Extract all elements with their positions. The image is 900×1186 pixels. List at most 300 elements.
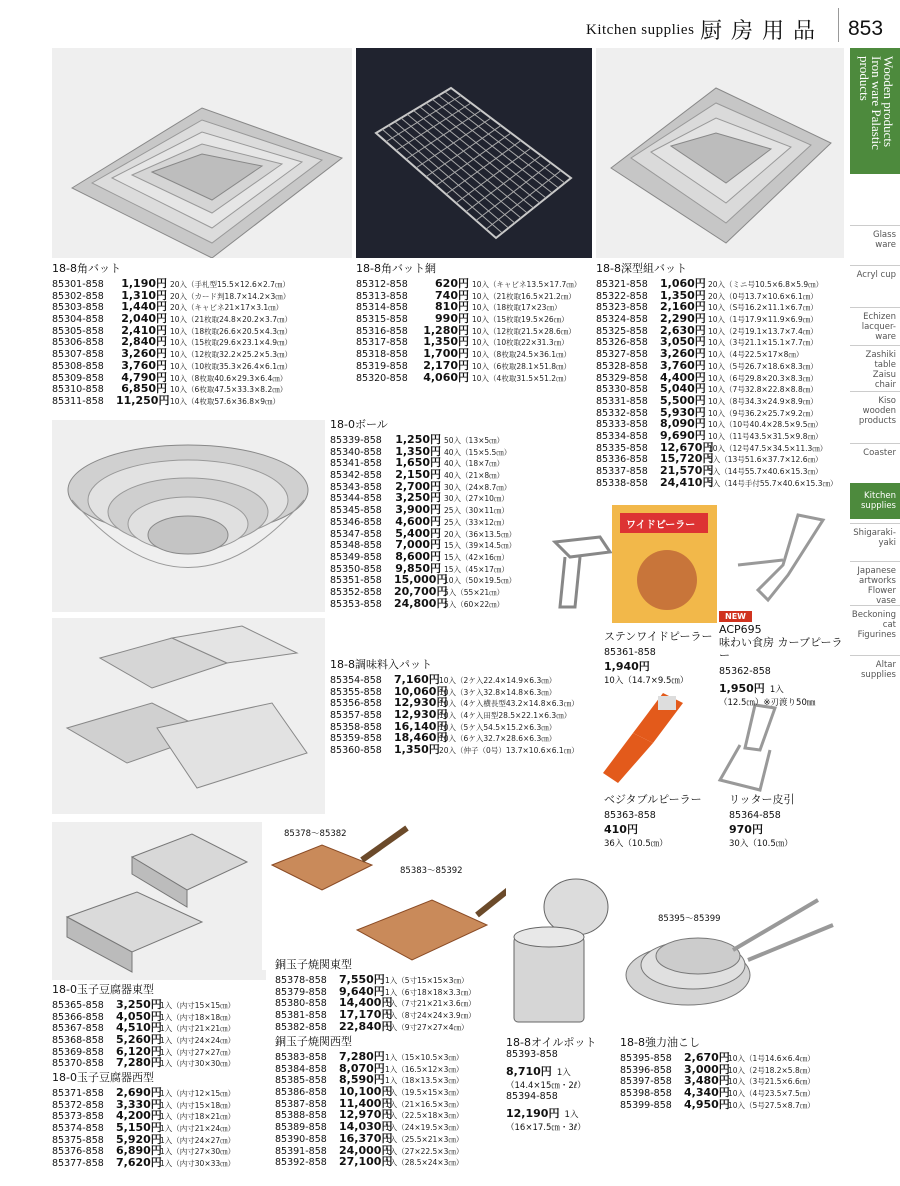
product-price: 3,250円 — [116, 998, 162, 1011]
product-note: 20入（ミニ号10.5×6.8×5.9㎝） — [708, 280, 824, 289]
product-price: 4,790円 — [121, 370, 167, 384]
product-note: 10入（6号29.8×20.3×8.3㎝） — [708, 373, 818, 383]
product-code: 85389-858 — [275, 1122, 327, 1134]
peeler-litter-info — [729, 793, 844, 849]
product-price: 10,100円 — [339, 1085, 393, 1099]
peeler-litter-code: 85364-858 — [729, 810, 781, 821]
product-note: 10入（2号18.2×5.8㎝） — [728, 1065, 815, 1075]
product-code: 85352-858 — [330, 586, 382, 598]
oilpot-title: 18-8オイルポット — [506, 1036, 597, 1049]
peeler-litter-note: 30入（10.5㎝） — [729, 839, 793, 849]
product-price: 9,690円 — [660, 428, 706, 442]
product-note: 1入（内寸21×24㎝） — [160, 1124, 236, 1134]
product-code: 85311-858 — [52, 395, 104, 407]
product-price: 7,280円 — [339, 1050, 385, 1063]
oilpot-price-1: 8,710円 — [506, 1065, 552, 1078]
product-note: 10入（21枚取16.5×21.2㎝） — [472, 291, 576, 301]
peeler-curve-info — [719, 604, 849, 708]
product-code: 85327-858 — [596, 349, 648, 361]
product-note: 25入（33×12㎝） — [444, 517, 509, 527]
product-note: 1入（5寸15×15×3㎝） — [385, 976, 469, 985]
product-code: 85326-858 — [596, 337, 648, 349]
product-code: 85331-858 — [596, 395, 648, 407]
oilpot-code-2: 85394-858 — [506, 1091, 558, 1102]
product-note: 10入（4枚取31.5×51.2㎝） — [472, 373, 571, 383]
product-code: 85350-858 — [330, 563, 382, 575]
oilpot-note-2: （16×17.5㎝・3ℓ） — [506, 1123, 586, 1133]
product-price: 12,930円 — [394, 696, 448, 710]
product-code: 85324-858 — [596, 314, 648, 326]
oilpot-note-1: （14.4×15㎝・2ℓ） — [506, 1081, 586, 1091]
product-price: 11,250円 — [116, 393, 170, 407]
product-code: 85379-858 — [275, 986, 327, 998]
peeler-curve-qty: 1入 — [769, 685, 784, 695]
product-price: 17,170円 — [339, 1008, 393, 1022]
range-label-tamago-higashi: 85378～85382 — [284, 829, 347, 839]
product-price: 4,060円 — [423, 370, 469, 384]
product-price: 990円 — [435, 312, 469, 326]
product-price: 2,690円 — [116, 1086, 162, 1099]
product-price: 5,930円 — [660, 405, 706, 419]
product-note: 1入（内寸27×30㎝） — [160, 1147, 236, 1157]
product-price: 27,100円 — [339, 1155, 393, 1169]
product-note: 40入（18×7㎝） — [444, 459, 505, 469]
photo-kosi — [618, 880, 844, 1030]
product-price: 4,400円 — [660, 370, 706, 384]
product-code: 85345-858 — [330, 505, 382, 517]
product-code: 85309-858 — [52, 372, 104, 384]
peeler-curve-note: （12.5㎝）※刃渡り50㎜ — [719, 698, 816, 708]
product-note: 1入（内寸18×21㎝） — [160, 1112, 236, 1122]
product-note: 20入（カード判18.7×14.2×3㎝） — [170, 291, 291, 301]
product-price: 5,500円 — [660, 393, 706, 407]
product-price: 4,340円 — [684, 1086, 730, 1100]
block-title: 18-0ボール — [330, 418, 388, 431]
product-note: 10入（4ケ入横長型43.2×14.8×6.3㎝） — [439, 699, 579, 709]
product-price: 24,800円 — [394, 596, 448, 610]
sidebar-item: Kiso wooden products — [850, 391, 900, 435]
product-code: 85371-858 — [52, 1088, 104, 1099]
product-price: 8,090円 — [660, 417, 706, 431]
product-code: 85347-858 — [330, 528, 382, 540]
product-price: 2,670円 — [684, 1051, 730, 1064]
product-price: 4,600円 — [395, 514, 441, 528]
product-price: 2,160円 — [660, 300, 706, 314]
product-price: 7,550円 — [339, 973, 385, 986]
product-note: 10入（1号14.6×6.4㎝） — [728, 1054, 815, 1063]
product-price: 4,200円 — [116, 1109, 162, 1123]
product-code: 85354-858 — [330, 675, 382, 686]
product-note: 10入（2号19.1×13.7×7.4㎝） — [708, 326, 818, 336]
product-price: 1,280円 — [423, 323, 469, 337]
product-price: 1,350円 — [423, 335, 469, 349]
product-price: 1,190円 — [121, 277, 167, 290]
product-note: 10入（4号22.5×17×8㎝） — [708, 350, 804, 360]
product-code: 85305-858 — [52, 325, 104, 337]
peeler-vege-price: 410円 — [604, 823, 638, 836]
product-note: 15入（42×16㎝） — [444, 552, 509, 562]
product-note: 10入（5号26.7×18.6×8.3㎝） — [708, 361, 818, 371]
product-note: 50入（13×5㎝） — [444, 436, 505, 445]
product-price: 3,330円 — [116, 1097, 162, 1111]
product-code: 85392-858 — [275, 1157, 327, 1169]
product-note: 1入（内寸24×24㎝） — [160, 1036, 236, 1046]
product-note: 10入（5ケ入54.5×15.2×6.3㎝） — [439, 722, 557, 732]
product-row — [52, 996, 262, 1011]
product-note: 1入（21×16.5×3㎝） — [385, 1099, 464, 1109]
product-note: 20入（仲子（0号）13.7×10.6×6.1㎝） — [439, 746, 579, 756]
product-code: 85386-858 — [275, 1087, 327, 1099]
product-note: 20入（0号13.7×10.6×6.1㎝） — [708, 291, 818, 301]
product-code: 85321-858 — [596, 279, 648, 290]
peeler-curve-price: 1,950円 — [719, 682, 765, 695]
peeler-vege-name: ベジタブルピーラー — [604, 793, 702, 806]
block-ami — [356, 262, 596, 384]
sidebar-item: Coaster — [850, 443, 900, 477]
product-price: 15,720円 — [660, 452, 714, 466]
product-note: 10入（21枚取24.8×20.2×3.7㎝） — [170, 315, 292, 325]
product-code: 85387-858 — [275, 1098, 327, 1110]
product-row — [356, 275, 596, 290]
product-code: 85358-858 — [330, 721, 382, 733]
product-code: 85336-858 — [596, 454, 648, 466]
product-note: 10入（8号34.3×24.9×8.9㎝） — [708, 396, 818, 406]
product-price: 12,970円 — [339, 1108, 393, 1122]
product-price: 14,030円 — [339, 1120, 393, 1134]
peeler-curve-code: 85362-858 — [719, 666, 771, 677]
photo-bowl — [52, 420, 325, 612]
product-code: 85366-858 — [52, 1011, 104, 1023]
product-row — [52, 1084, 262, 1099]
product-code: 85329-858 — [596, 372, 648, 384]
peeler-curve-name: 味わい食房 カーブピーラー — [719, 636, 843, 662]
product-code: 85342-858 — [330, 470, 382, 482]
product-code: 85381-858 — [275, 1010, 327, 1022]
product-code: 85340-858 — [330, 446, 382, 458]
sidebar-item: Japanese artworks Flower vase — [850, 561, 900, 603]
product-note: 1入（24×19.5×3㎝） — [385, 1123, 464, 1133]
product-price: 2,410円 — [121, 323, 167, 337]
product-code: 85325-858 — [596, 325, 648, 337]
product-price: 6,890円 — [116, 1144, 162, 1158]
product-note: 5入（13号51.6×37.7×12.6㎝） — [708, 455, 823, 465]
product-code: 85304-858 — [52, 314, 104, 326]
product-code: 85348-858 — [330, 540, 382, 552]
product-price: 3,260円 — [660, 347, 706, 361]
product-code: 85373-858 — [52, 1111, 104, 1123]
oilpot-price-2: 12,190円 — [506, 1107, 560, 1120]
product-code: 85360-858 — [330, 745, 382, 757]
product-code: 85337-858 — [596, 466, 648, 477]
product-price: 7,160円 — [394, 673, 440, 686]
peeler-litter-price: 970円 — [729, 823, 763, 836]
peeler-wide-name: ステンワイドピーラー — [604, 630, 713, 643]
product-note: 10入（12枚取32.2×25.2×5.3㎝） — [170, 350, 292, 360]
block-kakubat — [52, 262, 352, 407]
header-divider — [838, 8, 839, 42]
product-code: 85319-858 — [356, 360, 408, 372]
product-code: 85302-858 — [52, 290, 104, 302]
product-price: 3,000円 — [684, 1062, 730, 1076]
product-note: 1入（内寸12×15㎝） — [160, 1089, 236, 1098]
product-code: 85372-858 — [52, 1099, 104, 1111]
product-note: 10入（8枚取40.6×29.3×6.4㎝） — [170, 373, 288, 383]
product-note: 10入（2ケ入22.4×14.9×6.3㎝） — [439, 676, 557, 685]
product-code: 85310-858 — [52, 384, 104, 396]
product-code: 85323-858 — [596, 302, 648, 314]
product-note: 10入（6枚取28.1×51.8㎝） — [472, 361, 571, 371]
product-note: 1入（内寸15×18㎝） — [160, 1100, 236, 1110]
product-row — [330, 431, 560, 446]
block-title: 18-8角バット網 — [356, 262, 436, 275]
product-code: 85330-858 — [596, 384, 648, 396]
product-price: 1,350円 — [395, 444, 441, 458]
product-note: 1入（16.5×12×3㎝） — [385, 1064, 464, 1074]
product-code: 85303-858 — [52, 302, 104, 314]
block-tamago-higashi — [275, 958, 505, 1033]
product-price: 16,140円 — [394, 719, 448, 733]
product-code: 85339-858 — [330, 435, 382, 446]
photo-tofu — [52, 822, 266, 980]
product-note: 10入（キャビネ13.5×17.7㎝） — [472, 280, 582, 289]
product-code: 85382-858 — [275, 1021, 327, 1033]
product-code: 85398-858 — [620, 1088, 672, 1100]
product-note: 10入（4ケ入田型28.5×22.1×6.3㎝） — [439, 711, 572, 721]
sidebar-item: Beckoning cat Figurines — [850, 605, 900, 649]
product-note: 1入（8寸24×24×3.9㎝） — [385, 1011, 476, 1021]
product-code: 85316-858 — [356, 325, 408, 337]
product-code: 85391-858 — [275, 1145, 327, 1157]
block-title: 銅玉子焼関西型 — [275, 1035, 352, 1048]
product-note: 15入（45×17㎝） — [444, 564, 509, 574]
oilpot-qty-2: 1入 — [564, 1110, 579, 1120]
product-note: 10入（12号47.5×34.5×11.3㎝） — [708, 443, 828, 453]
range-label-kosi: 85395～85399 — [658, 914, 721, 924]
sidebar-item: Kitchen supplies — [850, 483, 900, 519]
sidebar-item: Echizen lacquer-ware — [850, 307, 900, 345]
product-note: 30入（24×8.7㎝） — [444, 482, 512, 492]
product-price: 12,930円 — [394, 708, 448, 722]
product-note: 10入（1号17.9×11.9×6.9㎝） — [708, 315, 818, 325]
product-row — [275, 1048, 505, 1063]
product-note: 10入（12枚取21.5×28.6㎝） — [472, 326, 576, 336]
product-price: 10,060円 — [394, 684, 448, 698]
peeler-curve-acp: ACP695 — [719, 623, 762, 636]
product-code: 85315-858 — [356, 314, 408, 326]
photo-peeler-vege — [598, 688, 690, 788]
product-row — [52, 275, 352, 290]
product-code: 85376-858 — [52, 1146, 104, 1158]
product-price: 5,150円 — [116, 1121, 162, 1135]
product-price: 2,840円 — [121, 335, 167, 349]
product-note: 10入（18枚取17×23㎝） — [472, 303, 562, 313]
block-tamago-nishi — [275, 1035, 505, 1169]
product-price: 14,400円 — [339, 996, 393, 1010]
photo-oilpot — [506, 872, 614, 1030]
product-note: 20入（キャビネ21×17×3.1㎝） — [170, 303, 284, 313]
product-code: 85320-858 — [356, 372, 408, 384]
product-price: 7,280円 — [116, 1056, 162, 1070]
product-code: 85384-858 — [275, 1063, 327, 1075]
peeler-wide-note: 10入（14.7×9.5㎝） — [604, 676, 689, 686]
product-price: 4,510円 — [116, 1021, 162, 1035]
product-price: 2,040円 — [121, 312, 167, 326]
product-price: 6,120円 — [116, 1044, 162, 1058]
product-note: 5入（60×22㎝） — [444, 599, 505, 609]
peeler-wide-price: 1,940円 — [604, 660, 650, 673]
oilpot-qty-1: 1入 — [556, 1068, 571, 1078]
block-title: 18-8角バット — [52, 262, 121, 275]
product-note: 1入（27×22.5×3㎝） — [385, 1146, 464, 1156]
product-code: 85341-858 — [330, 458, 382, 470]
product-note: 1入（19.5×15×3㎝） — [385, 1088, 464, 1098]
product-price: 6,850円 — [121, 382, 167, 396]
block-title: 18-0玉子豆腐器西型 — [52, 1071, 154, 1084]
product-price: 7,620円 — [116, 1156, 162, 1170]
product-price: 4,950円 — [684, 1097, 730, 1111]
sidebar-item: Zashiki table Zaisu chair — [850, 345, 900, 389]
product-note: 10入（6ケ入32.7×28.6×6.3㎝） — [439, 734, 557, 744]
product-code: 85380-858 — [275, 998, 327, 1010]
block-title: 銅玉子焼関東型 — [275, 958, 352, 971]
product-code: 85357-858 — [330, 710, 382, 722]
product-code: 85367-858 — [52, 1023, 104, 1035]
product-code: 85355-858 — [330, 686, 382, 698]
product-code: 85399-858 — [620, 1099, 672, 1111]
product-price: 1,350円 — [394, 743, 440, 757]
sidebar-item: Altar supplies — [850, 655, 900, 691]
product-note: 1入（内寸15×15㎝） — [160, 1001, 236, 1010]
product-row — [620, 1049, 845, 1064]
product-note: 30入（27×10㎝） — [444, 494, 509, 504]
product-note: 40入（15×5.5㎝） — [444, 447, 512, 457]
product-price: 740円 — [435, 288, 469, 302]
product-code: 85385-858 — [275, 1075, 327, 1087]
peeler-wide-code: 85361-858 — [604, 647, 656, 658]
product-price: 3,250円 — [395, 491, 441, 505]
product-note: 10入（7号32.8×22.8×8.8㎝） — [708, 385, 818, 395]
peeler-litter-name: リッター皮引 — [729, 793, 795, 806]
block-title: 18-8調味料入パット — [330, 658, 432, 671]
product-note: 10入（18枚取26.6×20.5×4.3㎝） — [170, 326, 292, 336]
product-note: 1入（内寸30×30㎝） — [160, 1059, 236, 1069]
product-note: 5入（55×21㎝） — [444, 587, 505, 597]
category-tab: Wooden products Iron ware Palastic products — [850, 48, 900, 174]
product-note: 10入（10枚取22×31.3㎝） — [472, 338, 569, 348]
block-tofu-higashi — [52, 983, 262, 1070]
product-price: 7,000円 — [395, 538, 441, 552]
product-note: 25入（30×11㎝） — [444, 506, 509, 516]
block-tofu-nishi — [52, 1071, 262, 1170]
peeler-vege-code: 85363-858 — [604, 810, 656, 821]
product-note: 10入（10号40.4×28.5×9.5㎝） — [708, 420, 823, 430]
product-price: 5,400円 — [395, 526, 441, 540]
product-code: 85301-858 — [52, 279, 104, 290]
product-price: 8,070円 — [339, 1061, 385, 1075]
product-note: 1入（15×10.5×3㎝） — [385, 1053, 464, 1062]
product-code: 85374-858 — [52, 1123, 104, 1135]
product-price: 2,170円 — [423, 358, 469, 372]
photo-fukagata — [596, 48, 844, 258]
product-price: 5,260円 — [116, 1033, 162, 1047]
product-note: 10入（9号36.2×25.7×9.2㎝） — [708, 408, 818, 418]
product-code: 85338-858 — [596, 477, 648, 489]
product-price: 1,650円 — [395, 456, 441, 470]
product-code: 85335-858 — [596, 442, 648, 454]
product-note: 10入（10枚取35.3×26.4×6.1㎝） — [170, 361, 292, 371]
product-price: 3,900円 — [395, 503, 441, 517]
product-note: 10入（5号27.5×8.7㎝） — [728, 1100, 815, 1110]
product-price: 5,040円 — [660, 382, 706, 396]
sidebar-item: Acryl cup — [850, 265, 900, 299]
product-note: 10入（S号16.2×11.1×6.7㎝） — [708, 303, 818, 313]
product-code: 85334-858 — [596, 430, 648, 442]
product-note: 1入（22.5×18×3㎝） — [385, 1111, 464, 1121]
product-code: 85306-858 — [52, 337, 104, 349]
block-title: 18-8深型組バット — [596, 262, 687, 275]
block-bowl — [330, 418, 560, 610]
block-title: 18-0玉子豆腐器東型 — [52, 983, 154, 996]
product-price: 3,260円 — [121, 347, 167, 361]
product-row — [330, 671, 600, 686]
product-code: 85307-858 — [52, 349, 104, 361]
product-code: 85365-858 — [52, 1000, 104, 1011]
product-price: 18,460円 — [394, 731, 448, 745]
product-price: 12,670円 — [660, 440, 714, 454]
product-code: 85343-858 — [330, 481, 382, 493]
product-code: 85312-858 — [356, 279, 408, 290]
new-badge: NEW — [719, 611, 752, 622]
product-note: 1入（25.5×21×3㎝） — [385, 1134, 464, 1144]
product-code: 85308-858 — [52, 360, 104, 372]
photo-peeler-package — [612, 505, 717, 623]
product-price: 9,850円 — [395, 561, 441, 575]
product-code: 85383-858 — [275, 1052, 327, 1063]
product-note: 5入（14号55.7×40.6×15.3㎝） — [708, 467, 823, 476]
product-row — [275, 971, 505, 986]
product-price: 11,400円 — [339, 1096, 393, 1110]
product-code: 85388-858 — [275, 1110, 327, 1122]
product-code: 85317-858 — [356, 337, 408, 349]
product-price: 1,250円 — [395, 433, 441, 446]
product-note: 1入（18×13.5×3㎝） — [385, 1076, 464, 1086]
product-note: 15入（39×14.5㎝） — [444, 541, 517, 551]
product-price: 1,350円 — [660, 288, 706, 302]
product-note: 1入（内寸30×33㎝） — [160, 1159, 236, 1169]
product-note: 10入（15枚取19.5×26㎝） — [472, 315, 569, 325]
product-note: 40入（21×8㎝） — [444, 471, 505, 481]
range-label-tamago-nishi: 85383～85392 — [400, 866, 463, 876]
product-price: 3,760円 — [121, 358, 167, 372]
product-price: 3,760円 — [660, 358, 706, 372]
product-price: 20,700円 — [394, 584, 448, 598]
header-japanese: 厨房用品 — [700, 19, 825, 44]
product-price: 8,590円 — [339, 1073, 385, 1087]
product-note: 1入（内寸18×18㎝） — [160, 1012, 236, 1022]
product-code: 85322-858 — [596, 290, 648, 302]
product-note: 1入（内寸24×27㎝） — [160, 1135, 236, 1145]
product-price: 2,290円 — [660, 312, 706, 326]
product-code: 85356-858 — [330, 698, 382, 710]
block-oilpot — [506, 1036, 616, 1133]
product-code: 85344-858 — [330, 493, 382, 505]
photo-ami — [356, 48, 592, 258]
product-code: 85369-858 — [52, 1046, 104, 1058]
product-price: 1,310円 — [121, 288, 167, 302]
product-code: 85378-858 — [275, 975, 327, 986]
product-code: 85370-858 — [52, 1058, 104, 1070]
peeler-vege-info — [604, 793, 719, 849]
